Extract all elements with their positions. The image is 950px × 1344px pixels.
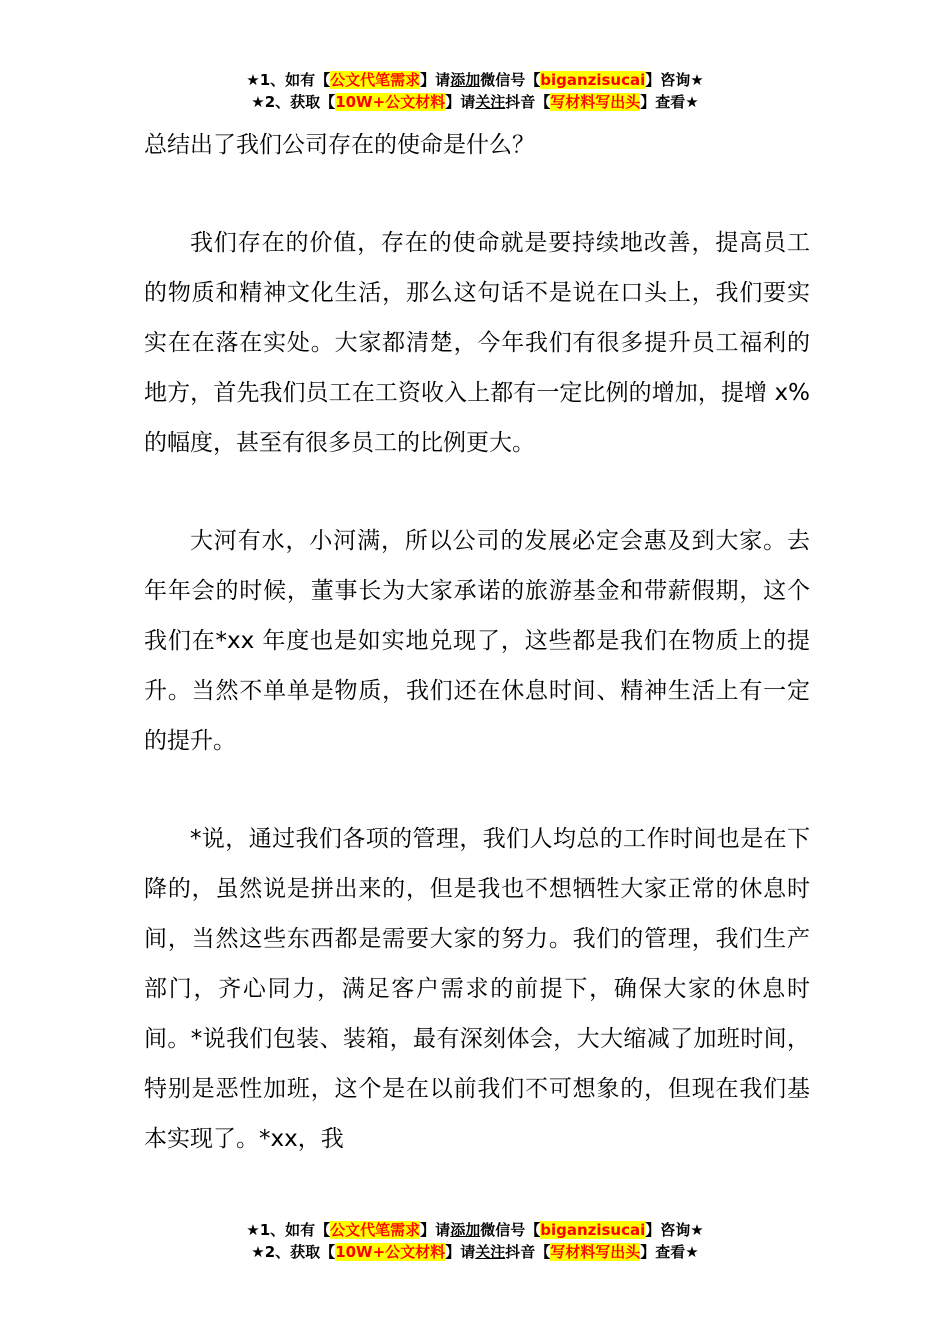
banner-text: ★1、如有【 [246, 71, 331, 89]
banner-text: 】请 [445, 1243, 476, 1261]
banner-text: 抖音【 [505, 1243, 551, 1261]
banner-highlight: 公文代笔需求 [330, 71, 421, 89]
banner-line-1 [0, 69, 950, 91]
banner-text: ★1、如有【 [246, 1221, 331, 1239]
banner-highlight: 写材料写出头 [550, 93, 641, 111]
banner-text: 】咨询★ [645, 1221, 704, 1239]
banner-underlined-text: 关注 [475, 93, 506, 111]
banner-highlight: biganzisucai [540, 71, 646, 89]
banner-line-2 [0, 91, 950, 113]
paragraph: *说，通过我们各项的管理，我们人均总的工作时间也是在下降的，虽然说是拼出来的，但是我也不想牺牲大家正常的休息时间，当然这些东西都是需要大家的努力。我们的管理，我们生产部门，齐心同力，满足客户需求的前提下，确保大家的休息时间。*说我们包装、装箱，最有深刻体会，大大缩减了加班时间，特别是恶性加班，这个是在以前我们不可想象的，但现在我们基本实现了。*xx，我 [144, 826, 810, 1152]
banner-highlight: biganzisucai [540, 1221, 646, 1239]
footer-banner [0, 1219, 950, 1263]
banner-text: 】请 [445, 93, 476, 111]
banner-underlined-text: 添加 [450, 1221, 481, 1239]
banner-highlight: 10W+公文材料 [335, 1243, 446, 1261]
banner-text: 微信号【 [480, 71, 541, 89]
banner-text: 】请 [420, 71, 451, 89]
banner-text: 微信号【 [480, 1221, 541, 1239]
paragraph: 我们存在的价值，存在的使命就是要持续地改善，提高员工的物质和精神文化生活，那么这句话不是说在口头上，我们要实实在在落在实处。大家都清楚，今年我们有很多提升员工福利的地方，首先我们员工在工资收入上都有一定比例的增加，提增 x%的幅度，甚至有很多员工的比例更大。 [144, 230, 810, 456]
banner-underlined-text: 关注 [475, 1243, 506, 1261]
document-body [144, 120, 810, 1212]
banner-text: ★2、获取【 [251, 93, 336, 111]
opening-line: 总结出了我们公司存在的使命是什么？ [144, 132, 535, 158]
banner-highlight: 公文代笔需求 [330, 1221, 421, 1239]
banner-text: 抖音【 [505, 93, 551, 111]
banner-highlight: 10W+公文材料 [335, 93, 446, 111]
banner-line-2 [0, 1241, 950, 1263]
banner-highlight: 写材料写出头 [550, 1243, 641, 1261]
banner-text: ★2、获取【 [251, 1243, 336, 1261]
banner-line-1 [0, 1219, 950, 1241]
banner-text: 】咨询★ [645, 71, 704, 89]
banner-text: 】查看★ [640, 93, 699, 111]
banner-underlined-text: 添加 [450, 71, 481, 89]
paragraph: 大河有水，小河满，所以公司的发展必定会惠及到大家。去年年会的时候，董事长为大家承诺的旅游基金和带薪假期，这个我们在*xx 年度也是如实地兑现了，这些都是我们在物质上的提升。当然不单单是物质，我们还在休息时间、精神生活上有一定的提升。 [144, 528, 810, 754]
banner-text: 】请 [420, 1221, 451, 1239]
banner-text: 】查看★ [640, 1243, 699, 1261]
header-banner [0, 69, 950, 113]
